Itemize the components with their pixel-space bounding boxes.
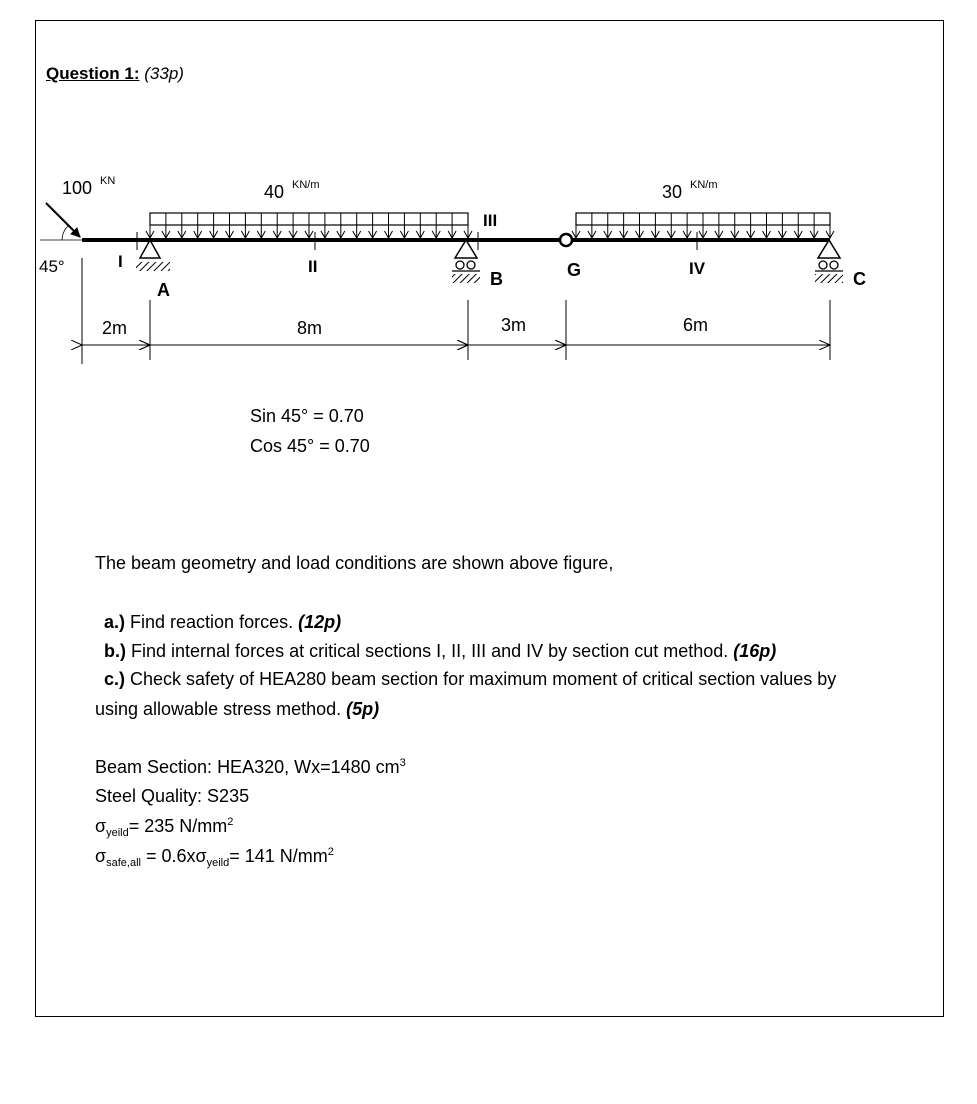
point-load-unit: KN — [100, 175, 116, 187]
item-a-text: Find reaction forces. — [125, 612, 299, 632]
dimension-3m: 3m — [501, 315, 527, 335]
load-2-unit: KN/m — [690, 179, 718, 191]
item-c-continued — [95, 699, 379, 720]
sigma-symbol-2: σ — [95, 846, 107, 866]
dimension-8m: 8m — [297, 318, 323, 338]
item-b-text: Find internal forces at critical sections I, II, III and IV by section cut method. — [126, 641, 734, 661]
support-b — [452, 240, 480, 283]
section-label-ii: II — [308, 257, 318, 276]
item-c — [104, 669, 836, 690]
sigma-safe-line — [95, 846, 334, 867]
dimension-2m: 2m — [102, 318, 128, 338]
hinge-label-g: G — [567, 260, 582, 280]
load-1-unit: KN/m — [292, 179, 320, 191]
support-a — [136, 240, 170, 271]
beam-section-sup: 3 — [399, 757, 406, 769]
point-load-arrow — [46, 203, 80, 237]
angle-label: 45° — [39, 257, 65, 276]
item-a-letter: a.) — [104, 612, 126, 632]
support-label-a: A — [157, 280, 170, 300]
item-c-text: Check safety of HEA280 beam section for maximum moment of critical section values by — [125, 669, 837, 689]
safe-mid: = 0.6x — [140, 846, 196, 866]
yield-subscript: yeild — [106, 827, 129, 839]
item-c-points: (5p) — [346, 699, 380, 719]
item-b-points: (16p) — [733, 641, 777, 661]
support-c — [815, 240, 843, 283]
section-label-i: I — [118, 252, 123, 271]
item-a-points: (12p) — [298, 612, 342, 632]
sigma-yield-line — [95, 816, 233, 837]
item-c-text-cont: using allowable stress method. — [95, 699, 347, 719]
item-c-letter: c.) — [104, 669, 126, 689]
point-load-value: 100 — [62, 178, 93, 198]
safe-value: = 141 N/mm — [229, 846, 328, 866]
intro-text: The beam geometry and load conditions are shown above figure, — [95, 553, 614, 573]
hinge-g — [560, 234, 572, 246]
cos-value: Cos 45° = 0.70 — [250, 436, 370, 456]
yield-subscript-2: yeild — [206, 857, 230, 869]
distributed-load-2 — [572, 213, 834, 238]
dimension-lines — [82, 258, 830, 364]
item-b-letter: b.) — [104, 641, 126, 661]
sigma-symbol: σ — [95, 816, 107, 836]
safe-unit-sup: 2 — [327, 846, 334, 858]
beam-section-line — [95, 757, 406, 778]
sin-value: Sin 45° = 0.70 — [250, 406, 364, 426]
question-points: (33p) — [144, 64, 184, 83]
sigma-symbol-3: σ — [195, 846, 207, 866]
safe-subscript: safe,all — [106, 857, 141, 869]
support-label-b: B — [490, 269, 503, 289]
dimension-6m: 6m — [683, 315, 709, 335]
item-b — [104, 641, 776, 662]
item-a — [104, 612, 341, 633]
load-2-value: 30 — [662, 182, 683, 202]
yield-value: = 235 N/mm — [128, 816, 228, 836]
beam-section-text: Beam Section: HEA320, Wx=1480 cm — [95, 757, 400, 777]
section-label-iii: III — [483, 211, 498, 230]
steel-quality: Steel Quality: S235 — [95, 786, 250, 806]
support-label-c: C — [853, 269, 866, 289]
load-1-value: 40 — [264, 182, 285, 202]
yield-unit-sup: 2 — [227, 816, 234, 828]
beam-diagram — [0, 0, 977, 400]
question-label: Question 1: — [46, 64, 140, 83]
distributed-load-1 — [146, 213, 472, 238]
section-label-iv: IV — [689, 259, 706, 278]
